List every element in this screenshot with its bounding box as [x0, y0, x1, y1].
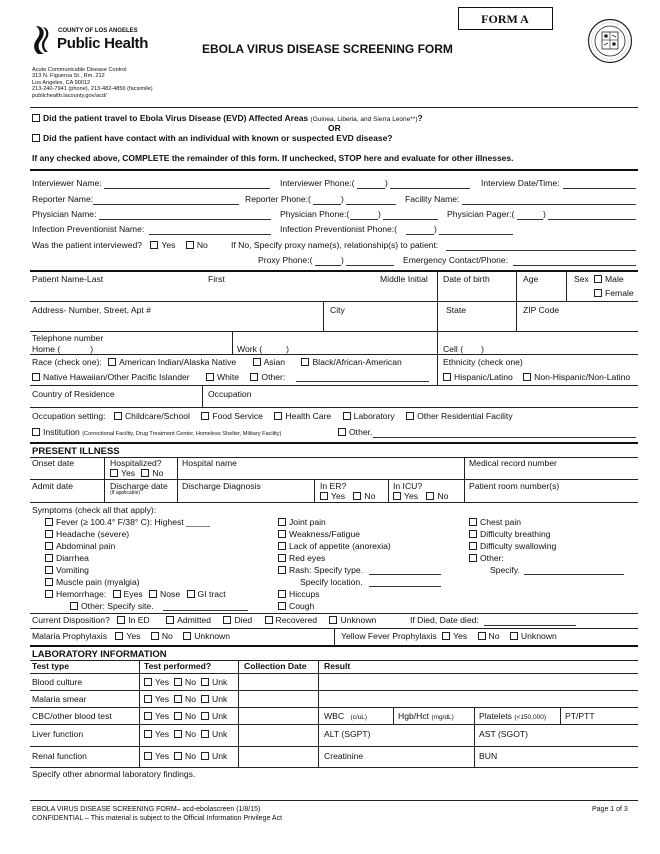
symptom-checkbox[interactable]: [469, 554, 477, 562]
symptom-specify-label: Specify.: [490, 565, 520, 575]
hgb-label: Hgb/Hct (mg/dL): [398, 711, 454, 721]
lab-no-checkbox[interactable]: [174, 678, 182, 686]
cell-divider: [232, 331, 233, 354]
lab-yes-checkbox[interactable]: [144, 752, 152, 760]
symptom-abdominal: Abdominal pain: [45, 542, 115, 551]
icu-options: Yes No: [393, 492, 448, 501]
lab-test-name: Malaria smear: [32, 694, 87, 704]
section-divider: [30, 270, 638, 272]
symptom-checkbox[interactable]: [45, 590, 53, 598]
ethnicity-options: Hispanic/Latino Non-Hispanic/Non-Latino: [443, 373, 630, 382]
creatinine-label: Creatinine: [324, 751, 364, 761]
interview-date-label: Interview Date/Time:: [481, 178, 560, 188]
cell-divider: [323, 301, 324, 331]
alt-label: ALT (SGPT): [324, 729, 371, 739]
cell-divider: [437, 331, 438, 354]
lab-no-checkbox[interactable]: [174, 730, 182, 738]
proxy-field[interactable]: [446, 250, 636, 251]
race-checkbox[interactable]: [108, 358, 116, 366]
cell-divider: [437, 271, 438, 301]
hemorrhage-gi-checkbox[interactable]: [187, 590, 195, 598]
malaria-yes-checkbox[interactable]: [115, 632, 123, 640]
lab-header-collection: Collection Date: [244, 661, 307, 671]
disposition-checkbox[interactable]: [223, 616, 231, 624]
malaria-unknown-checkbox[interactable]: [183, 632, 191, 640]
symptom-appetite: Lack of appetite (anorexia): [278, 542, 391, 551]
reporter-phone-label: Reporter Phone:(: [245, 194, 311, 204]
malaria-no-checkbox[interactable]: [151, 632, 159, 640]
rash-location-label: Specify location.: [300, 577, 363, 587]
screen-question-contact: Did the patient have contact with an individual with known or suspected EVD disease?: [32, 134, 393, 143]
footer-form-id: EBOLA VIRUS DISEASE SCREENING FORM– acd-ebolascreen (1/8/15): [32, 806, 261, 813]
lab-test-name: Renal function: [32, 751, 87, 761]
symptom-checkbox[interactable]: [278, 602, 286, 610]
interviewer-name-label: Interviewer Name:: [32, 178, 102, 188]
mrn-label: Medical record number: [469, 458, 557, 468]
lab-test-name: CBC/other blood test: [32, 711, 112, 721]
interview-date-field[interactable]: [563, 188, 636, 189]
lab-performed-options: Yes No Unk: [144, 712, 227, 721]
facility-name-field[interactable]: [462, 204, 636, 205]
physician-pager-label: Physician Pager:(: [447, 209, 515, 219]
symptom-checkbox[interactable]: [469, 542, 477, 550]
physician-pager-area[interactable]: [517, 219, 543, 220]
in-icu-label: In ICU?: [393, 481, 423, 491]
cell-divider: [464, 479, 465, 502]
symptom-swallowing: Difficulty swallowing: [469, 542, 556, 551]
logo-mark-icon: [32, 24, 54, 56]
public-health-logo: [32, 24, 162, 60]
paren-close: ): [378, 209, 381, 219]
race-checkbox[interactable]: [32, 373, 40, 381]
proxy-phone-label: Proxy Phone:(: [258, 255, 313, 265]
symptom-joint: Joint pain: [278, 518, 326, 527]
row-line: [30, 354, 638, 355]
symptom-checkbox[interactable]: [469, 518, 477, 526]
page-title: EBOLA VIRUS DISEASE SCREENING FORM: [202, 42, 453, 56]
lab-unk-checkbox[interactable]: [201, 678, 209, 686]
patient-last-name-label: Patient Name-Last: [32, 274, 104, 284]
cell-divider: [566, 271, 567, 301]
cell-divider: [318, 660, 319, 767]
age-label: Age: [523, 274, 539, 284]
row-line: [30, 746, 638, 747]
hospitalized-options: Yes No: [110, 469, 163, 478]
cell-divider: [393, 707, 394, 724]
sex-label: Sex: [574, 274, 589, 284]
header-divider: [30, 107, 638, 108]
facility-name-label: Facility Name:: [405, 194, 460, 204]
lab-unk-checkbox[interactable]: [201, 695, 209, 703]
symptom-muscle: Muscle pain (myalgia): [45, 578, 140, 587]
died-date-field[interactable]: [484, 625, 576, 626]
sex-male: Male: [594, 275, 624, 284]
physician-name-field[interactable]: [99, 219, 271, 220]
proxy-label: If No, Specify proxy name(s), relationship(s) to patient:: [231, 240, 439, 250]
cell-divider: [177, 479, 178, 502]
patient-middle-label: Middle Initial: [380, 274, 428, 284]
cell-divider: [516, 271, 517, 301]
row-line: [30, 613, 638, 614]
section-divider: [30, 645, 638, 647]
section-divider: [30, 442, 638, 444]
race-checkbox[interactable]: [301, 358, 309, 366]
interviewed-no-checkbox[interactable]: [186, 241, 194, 249]
symptom-checkbox[interactable]: [45, 530, 53, 538]
physician-phone-label: Physician Phone:(: [280, 209, 350, 219]
cell-divider: [104, 457, 105, 479]
lab-unk-checkbox[interactable]: [201, 752, 209, 760]
interviewer-phone-area[interactable]: [357, 188, 385, 189]
telephone-label: Telephone number: [32, 333, 104, 343]
disposition-row: Current Disposition? In ED Admitted Died Recovered Unknown: [32, 615, 377, 625]
race-checkbox[interactable]: [206, 373, 214, 381]
cell-divider: [202, 385, 203, 407]
contact-checkbox[interactable]: [32, 134, 40, 142]
lab-yes-checkbox[interactable]: [144, 695, 152, 703]
platelets-label: Platelets (<150,000): [479, 711, 546, 721]
form-label-box: [458, 7, 553, 30]
lab-no-checkbox[interactable]: [174, 695, 182, 703]
ethnicity-checkbox[interactable]: [523, 373, 531, 381]
interviewed-question: Was the patient interviewed? Yes No: [32, 240, 208, 250]
symptom-chest: Chest pain: [469, 518, 521, 527]
occupation-setting-row: Occupation setting: Childcare/School Food Service Health Care Laboratory Other Residential Facility: [32, 411, 513, 421]
symptom-checkbox[interactable]: [278, 530, 286, 538]
race-row-2: Native Hawaiian/Other Pacific Islander White Other:: [32, 373, 285, 382]
hemorrhage-other-checkbox[interactable]: [70, 602, 78, 610]
paren-close: ): [434, 224, 437, 234]
lab-no-checkbox[interactable]: [174, 712, 182, 720]
ethnicity-label: Ethnicity (check one): [443, 357, 523, 367]
interviewer-phone-label: Interviewer Phone:(: [280, 178, 355, 188]
yf-yes-checkbox[interactable]: [442, 632, 450, 640]
ip-phone-field[interactable]: [439, 234, 513, 235]
emergency-contact-label: Emergency Contact/Phone:: [403, 255, 509, 265]
occ-checkbox[interactable]: [343, 412, 351, 420]
occ-other-field[interactable]: [373, 437, 636, 438]
yf-no-checkbox[interactable]: [478, 632, 486, 640]
reporter-name-label: Reporter Name:: [32, 194, 94, 204]
lab-test-name: Blood culture: [32, 677, 83, 687]
patient-first-name-label: First: [208, 274, 225, 284]
institution-checkbox[interactable]: [32, 428, 40, 436]
disposition-checkbox[interactable]: [329, 616, 337, 624]
symptom-checkbox[interactable]: [45, 542, 53, 550]
cell-divider: [104, 479, 105, 502]
address-line: 213-240-7941 (phone), 213-482-4856 (facsimile): [32, 86, 153, 93]
ast-label: AST (SGOT): [479, 729, 529, 739]
hospitalized-label: Hospitalized?: [110, 458, 162, 468]
ip-name-label: Infection Preventionist Name:: [32, 224, 145, 234]
country-label: Country of Residence: [32, 389, 115, 399]
symptom-specify-field[interactable]: [524, 574, 624, 575]
form-label: FORM A: [481, 12, 529, 26]
interviewer-name-field[interactable]: [104, 188, 270, 189]
occ-checkbox[interactable]: [274, 412, 282, 420]
reporter-phone-field[interactable]: [346, 204, 396, 205]
cell-divider: [560, 707, 561, 724]
symptom-headache: Headache (severe): [45, 530, 129, 539]
cell-phone-label: Cell ( ): [443, 344, 484, 354]
symptom-other: Other:: [469, 554, 504, 563]
disposition-checkbox[interactable]: [117, 616, 125, 624]
home-phone-label: Home ( ): [32, 344, 94, 354]
physician-name-label: Physician Name:: [32, 209, 97, 219]
row-line: [30, 673, 638, 674]
hospitalized-no-checkbox[interactable]: [141, 469, 149, 477]
screen-question-travel: Did the patient travel to Ebola Virus Disease (EVD) Affected Areas (Guinea, Liberia, and Sierra Leone**)?: [32, 114, 423, 124]
symptom-rash: Rash: Specify type.: [278, 566, 363, 575]
travel-checkbox[interactable]: [32, 114, 40, 122]
ip-phone-area[interactable]: [406, 234, 434, 235]
footer-page-number: Page 1 of 3: [592, 806, 628, 813]
physician-phone-field[interactable]: [383, 219, 438, 220]
symptom-diarrhea: Diarrhea: [45, 554, 89, 563]
room-label: Patient room number(s): [469, 481, 560, 491]
lab-header-test-type: Test type: [32, 661, 70, 671]
lab-unk-checkbox[interactable]: [201, 730, 209, 738]
dob-label: Date of birth: [443, 274, 490, 284]
interviewer-phone-field[interactable]: [390, 188, 470, 189]
address-line: Los Angeles, CA 90012: [32, 79, 91, 86]
ethnicity-checkbox[interactable]: [443, 373, 451, 381]
symptom-hiccups: Hiccups: [278, 590, 320, 599]
hospital-name-label: Hospital name: [182, 458, 237, 468]
er-yes-checkbox[interactable]: [320, 492, 328, 500]
icu-yes-checkbox[interactable]: [393, 492, 401, 500]
occ-checkbox[interactable]: [114, 412, 122, 420]
reporter-name-field[interactable]: [93, 204, 239, 205]
lab-yes-checkbox[interactable]: [144, 712, 152, 720]
section-divider: [30, 169, 638, 171]
discharge-date-label: Discharge date: [110, 481, 168, 491]
cell-divider: [516, 301, 517, 331]
in-er-label: In ER?: [320, 481, 347, 491]
hospitalized-yes-checkbox[interactable]: [110, 469, 118, 477]
cell-divider: [139, 660, 140, 767]
zip-label: ZIP Code: [523, 305, 560, 315]
race-checkbox[interactable]: [253, 358, 261, 366]
paren-close: ): [341, 255, 344, 265]
disposition-checkbox[interactable]: [265, 616, 273, 624]
row-line: [30, 724, 638, 725]
emergency-contact-field[interactable]: [513, 265, 636, 266]
lab-performed-options: Yes No Unk: [144, 695, 227, 704]
state-label: State: [446, 305, 467, 315]
cell-divider: [474, 707, 475, 767]
row-line: [30, 502, 638, 503]
sex-female: Female: [594, 289, 634, 298]
symptom-checkbox[interactable]: [45, 554, 53, 562]
race-checkbox[interactable]: [250, 373, 258, 381]
interviewed-yes-checkbox[interactable]: [150, 241, 158, 249]
admit-label: Admit date: [32, 481, 74, 491]
symptom-checkbox[interactable]: [469, 530, 477, 538]
proxy-phone-field[interactable]: [346, 265, 394, 266]
race-other-field[interactable]: [296, 381, 429, 382]
hemorrhage-eyes-checkbox[interactable]: [113, 590, 121, 598]
work-phone-label: Work ( ): [237, 344, 290, 354]
cell-divider: [437, 354, 438, 385]
row-line: [30, 331, 638, 332]
malaria-row: Malaria Prophylaxis Yes No Unknown: [32, 631, 231, 641]
female-checkbox[interactable]: [594, 289, 602, 297]
lab-header-result: Result: [324, 661, 351, 671]
paren-close: ): [385, 178, 388, 188]
onset-label: Onset date: [32, 458, 75, 468]
lab-header-performed: Test performed?: [144, 661, 212, 671]
if-applicable-note: (If applicable): [110, 490, 141, 496]
lab-test-name: Liver function: [32, 729, 84, 739]
occ-other: Other.: [338, 428, 372, 437]
symptom-breathing: Difficulty breathing: [469, 530, 551, 539]
cell-divider: [314, 479, 315, 502]
county-seal-icon: [587, 18, 633, 64]
row-line: [30, 479, 638, 480]
screening-instruction: If any checked above, COMPLETE the remainder of this form. If unchecked, STOP here and evaluate for other illnesses.: [32, 153, 514, 163]
address-line: Acute Communicable Disease Control: [32, 67, 127, 73]
cell-divider: [437, 301, 438, 331]
symptom-checkbox[interactable]: [278, 518, 286, 526]
lab-performed-options: Yes No Unk: [144, 678, 227, 687]
symptom-weakness: Weakness/Fatigue: [278, 530, 360, 539]
icu-no-checkbox[interactable]: [426, 492, 434, 500]
cell-divider: [388, 479, 389, 502]
discharge-dx-label: Discharge Diagnosis: [182, 481, 261, 491]
occ-checkbox[interactable]: [201, 412, 209, 420]
address-block: [32, 67, 153, 99]
footer-divider: [30, 800, 638, 801]
reporter-phone-area[interactable]: [313, 204, 341, 205]
proxy-phone-area[interactable]: [315, 265, 341, 266]
symptoms-label: Symptoms (check all that apply):: [32, 505, 157, 515]
er-no-checkbox[interactable]: [353, 492, 361, 500]
hemorrhage-other: Other: Specify site.: [70, 602, 154, 611]
symptom-checkbox[interactable]: [45, 566, 53, 574]
died-date-label: If Died, Date died:: [410, 615, 479, 625]
symptom-vomiting: Vomiting: [45, 566, 89, 575]
wbc-label: WBC (c/uL): [324, 711, 368, 721]
symptom-fever: Fever (≥ 100.4° F/38° C): Highest _____: [45, 518, 210, 527]
present-illness-heading: PRESENT ILLNESS: [32, 446, 120, 457]
occ-other-checkbox[interactable]: [338, 428, 346, 436]
or-label: OR: [328, 123, 341, 133]
paren-close: ): [341, 194, 344, 204]
row-line: [30, 301, 638, 302]
er-options: Yes No: [320, 492, 375, 501]
symptom-checkbox[interactable]: [45, 518, 53, 526]
hemorrhage-nose-checkbox[interactable]: [149, 590, 157, 598]
logo-top-text: COUNTY OF LOS ANGELES: [58, 28, 138, 34]
symptom-red-eyes: Red eyes: [278, 554, 325, 563]
logo-main-text: Public Health: [57, 35, 149, 52]
disposition-checkbox[interactable]: [166, 616, 174, 624]
symptom-cough: Cough: [278, 602, 314, 611]
symptom-checkbox[interactable]: [45, 578, 53, 586]
ip-phone-label: Infection Preventionist Phone:(: [280, 224, 398, 234]
lab-heading: LABORATORY INFORMATION: [32, 649, 167, 660]
physician-phone-area[interactable]: [350, 219, 378, 220]
other-lab-findings-label: Specify other abnormal laboratory findings.: [32, 769, 196, 779]
cell-divider: [334, 628, 335, 645]
lab-unk-checkbox[interactable]: [201, 712, 209, 720]
rash-location-field[interactable]: [369, 586, 441, 587]
bun-label: BUN: [479, 751, 498, 761]
lab-performed-options: Yes No Unk: [144, 752, 227, 761]
row-line: [30, 385, 638, 386]
symptom-checkbox[interactable]: [278, 554, 286, 562]
row-line: [30, 407, 638, 408]
footer-confidential: CONFIDENTIAL – This material is subject to the Official Information Privilege Act: [32, 815, 283, 822]
cell-divider: [238, 660, 239, 767]
race-row-1: Race (check one): American Indian/Alaska Native Asian Black/African-American: [32, 357, 402, 367]
symptom-checkbox[interactable]: [278, 566, 286, 574]
ip-name-field[interactable]: [149, 234, 271, 235]
lab-performed-options: Yes No Unk: [144, 730, 227, 739]
row-line: [30, 767, 638, 768]
hemorrhage-other-field[interactable]: [163, 610, 248, 611]
row-line: [30, 690, 638, 691]
paren-close: ): [543, 209, 546, 219]
occ-checkbox[interactable]: [406, 412, 414, 420]
yellow-fever-row: Yellow Fever Prophylaxis Yes No Unknown: [341, 631, 557, 641]
address-label: Address- Number, Street, Apt #: [32, 305, 151, 315]
physician-pager-field[interactable]: [548, 219, 636, 220]
yf-unknown-checkbox[interactable]: [510, 632, 518, 640]
symptom-hemorrhage: Hemorrhage: Eyes Nose GI tract: [45, 590, 226, 599]
address-line: publichealth.lacounty.gov/acd/: [32, 92, 107, 99]
cell-divider: [464, 457, 465, 479]
rash-type-field[interactable]: [369, 574, 441, 575]
lab-yes-checkbox[interactable]: [144, 730, 152, 738]
male-checkbox[interactable]: [594, 275, 602, 283]
lab-no-checkbox[interactable]: [174, 752, 182, 760]
symptom-checkbox[interactable]: [278, 590, 286, 598]
address-line: 313 N. Figueroa St., Rm. 212: [32, 73, 105, 80]
occupation-label: Occupation: [208, 389, 252, 399]
cell-divider: [177, 457, 178, 479]
pt-ptt-label: PT/PTT: [565, 711, 595, 721]
institution-row: Institution (Correctional Facility, Drug Treatment Center, Homeless Shelter, Military Facility): [32, 428, 281, 438]
row-line: [30, 707, 638, 708]
city-label: City: [330, 305, 345, 315]
lab-yes-checkbox[interactable]: [144, 678, 152, 686]
symptom-checkbox[interactable]: [278, 542, 286, 550]
